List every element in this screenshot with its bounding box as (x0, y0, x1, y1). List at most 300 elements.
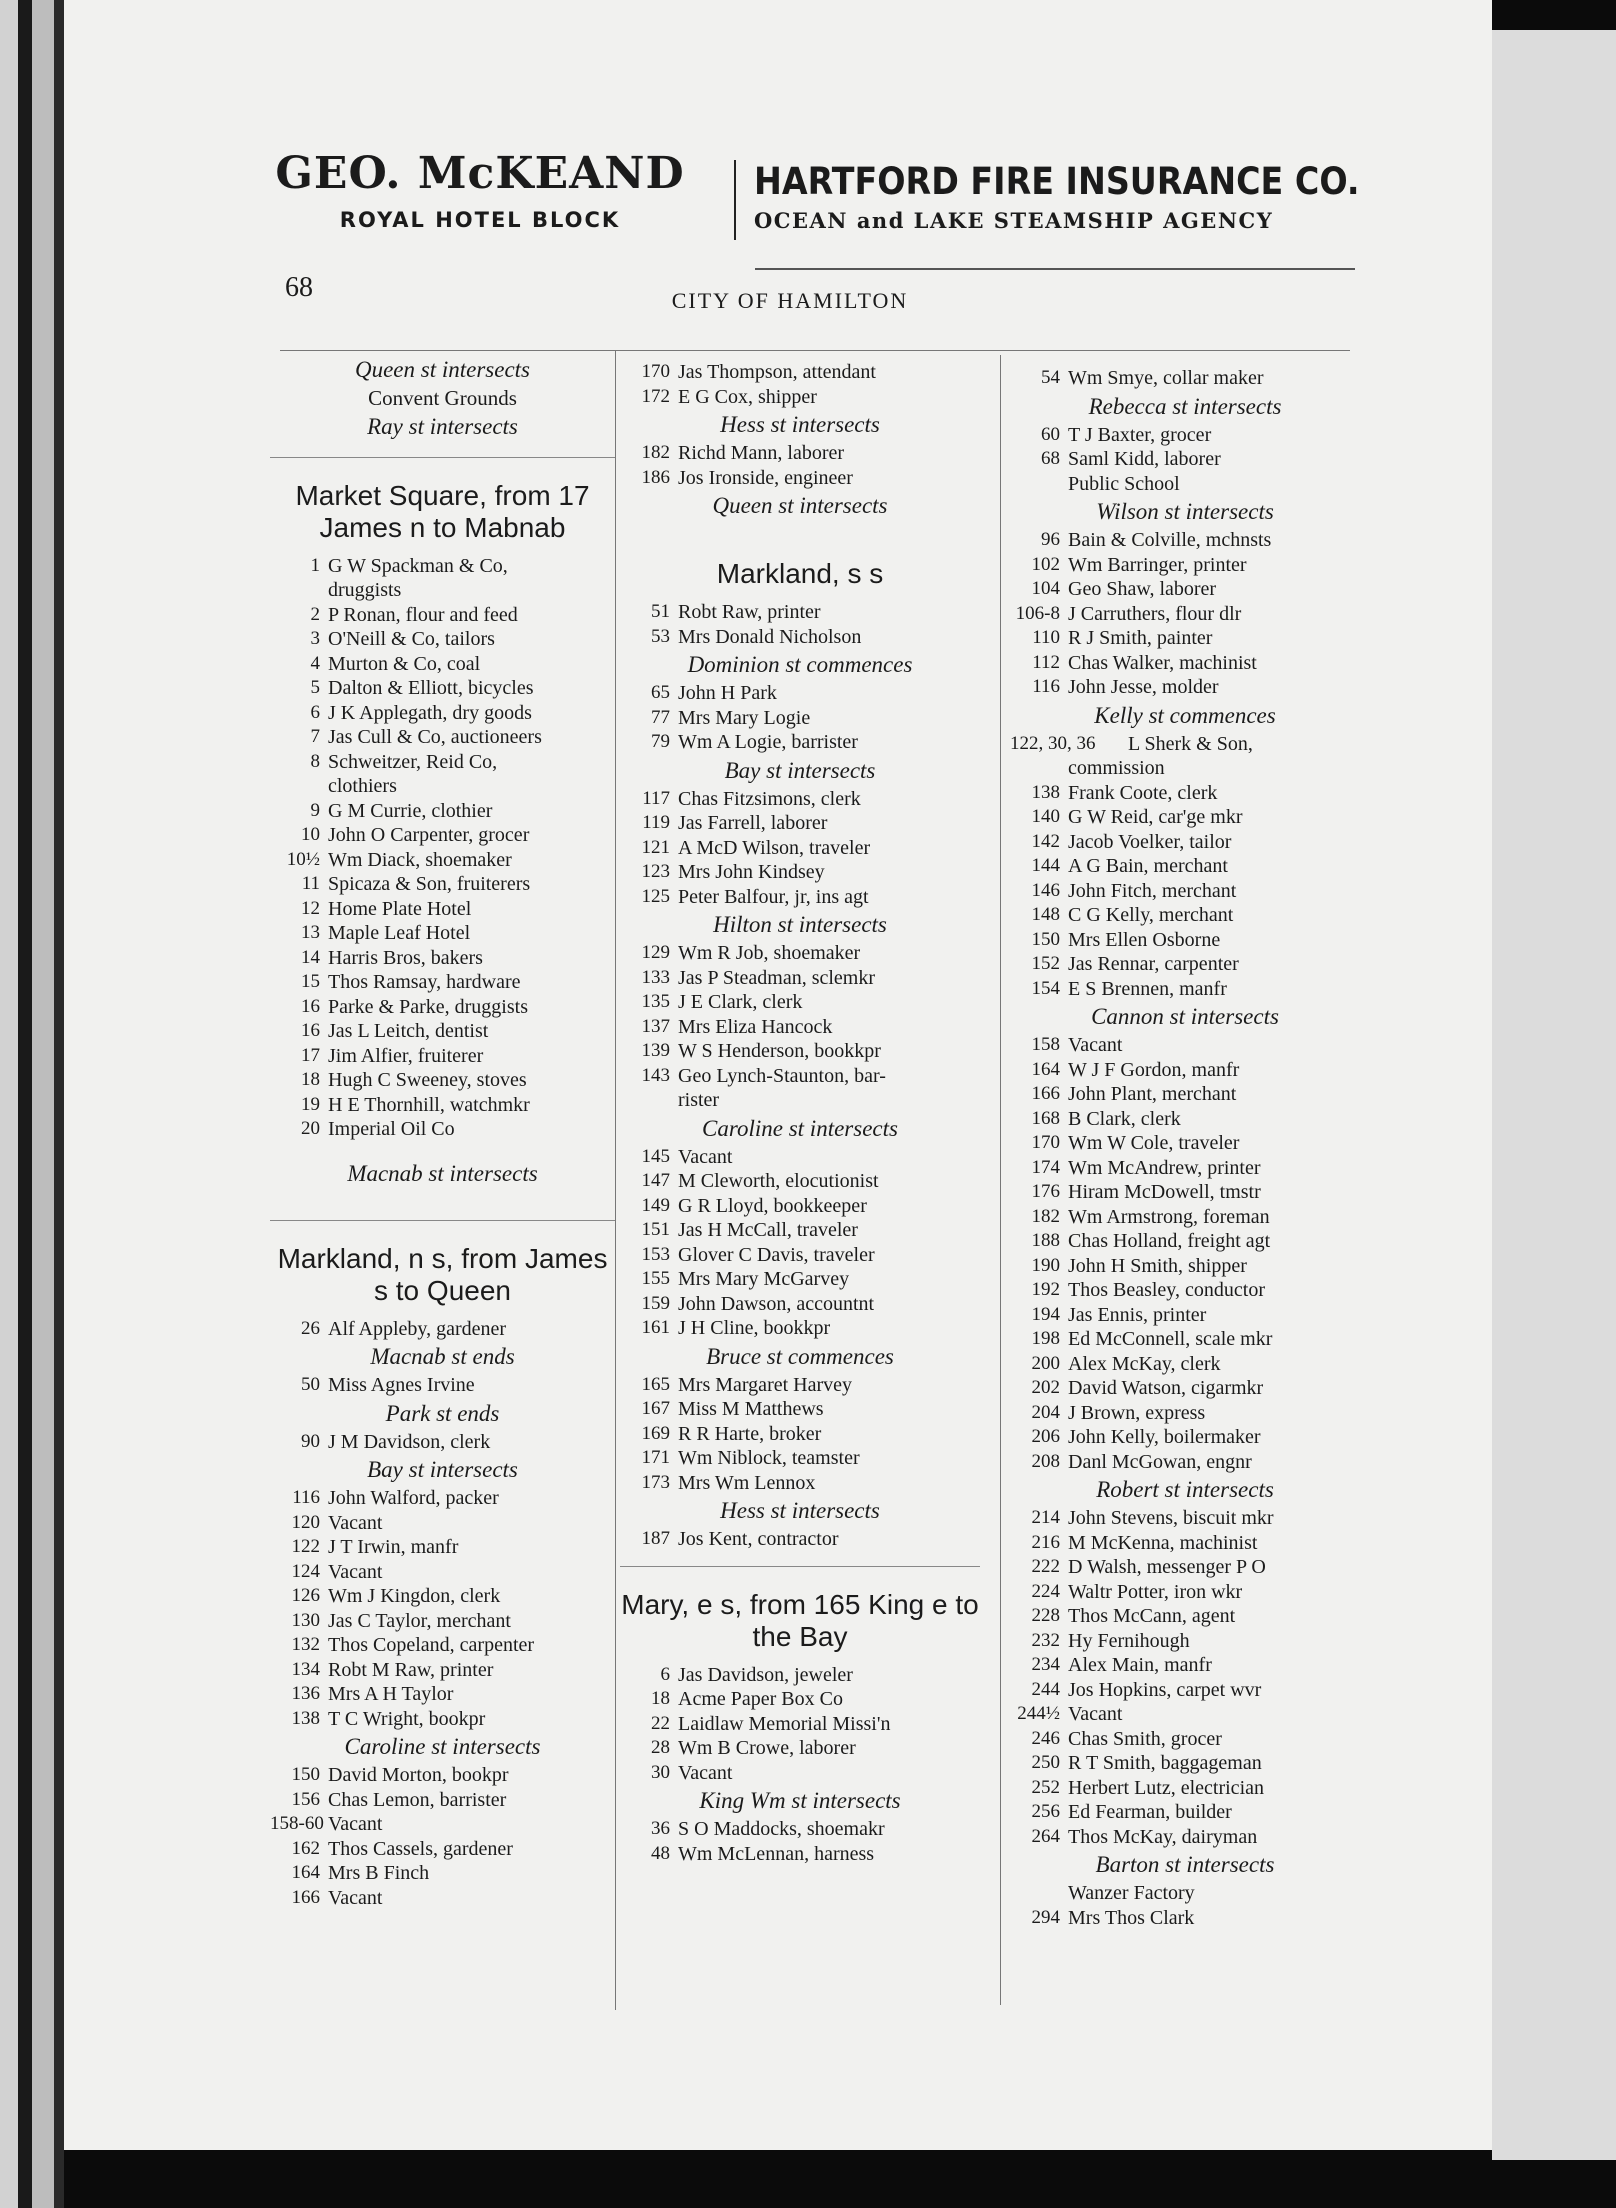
house-number: 168 (1031, 1107, 1060, 1129)
listing-row (1010, 1229, 1360, 1254)
house-number: 50 (301, 1374, 320, 1395)
listing-name: Waltr Potter, iron wkr (1068, 1580, 1243, 1603)
street-note: Park st ends (385, 1400, 500, 1426)
house-number: 153 (641, 1243, 670, 1265)
house-number: 232 (1031, 1629, 1060, 1651)
listing-row (1010, 1131, 1360, 1156)
house-number: 90 (301, 1430, 320, 1452)
listing-name: Mrs Eliza Hancock (678, 1015, 833, 1038)
listing-name: Jas C Taylor, merchant (328, 1609, 511, 1632)
listing-name: Robt Raw, printer (678, 601, 821, 623)
listing-name: Hiram McDowell, tmstr (1068, 1181, 1261, 1203)
house-number: 190 (1031, 1254, 1060, 1276)
listing-name: Frank Coote, clerk (1068, 781, 1218, 804)
listing-name: John O Carpenter, grocer (328, 824, 530, 846)
street-note: Macnab st ends (370, 1344, 515, 1369)
house-number: 143 (641, 1064, 670, 1086)
listing-name: Mrs Mary McGarvey (678, 1268, 850, 1290)
house-number: 198 (1031, 1328, 1060, 1349)
listing-name: Home Plate Hotel (328, 897, 472, 920)
house-number: 158-60 (270, 1813, 324, 1834)
street-note: Dominion st commences (687, 652, 913, 677)
listing-name: Miss Agnes Irvine (328, 1374, 475, 1396)
listing-row (270, 823, 615, 848)
listing-row (1010, 854, 1360, 879)
listing-row (270, 1584, 615, 1609)
house-number: 17 (301, 1044, 320, 1066)
column-1 (270, 354, 615, 1910)
listing-row (1010, 447, 1360, 472)
listing-name: G W Spackman & Co, (328, 554, 508, 577)
street-note: Cannon st intersects (1091, 1004, 1279, 1029)
house-number: 159 (641, 1292, 670, 1314)
house-number: 169 (641, 1422, 670, 1444)
house-number: 121 (641, 836, 670, 858)
house-number: 158 (1031, 1034, 1060, 1055)
house-number: 194 (1031, 1303, 1060, 1325)
listing-name: Alex McKay, clerk (1068, 1352, 1221, 1375)
listing-name: Chas Smith, grocer (1068, 1727, 1222, 1750)
street-note: King Wm st intersects (699, 1788, 901, 1813)
house-number: 133 (641, 966, 670, 988)
listing-name: Glover C Davis, traveler (678, 1243, 875, 1266)
listing-name: Jas Rennar, carpenter (1068, 953, 1239, 975)
listing-row (1010, 1825, 1360, 1850)
listing-name: Thos Beasley, conductor (1068, 1279, 1265, 1301)
listing-continuation: clothiers (328, 775, 397, 797)
listing-name: J H Cline, bookkpr (678, 1317, 831, 1339)
listing-name: J M Davidson, clerk (328, 1430, 491, 1453)
listing-row (620, 1194, 980, 1219)
listing-row (1010, 1401, 1360, 1426)
house-number: 164 (1031, 1058, 1060, 1080)
house-number: 244 (1031, 1678, 1060, 1700)
listing-row (270, 1837, 615, 1862)
listing-name: A G Bain, merchant (1068, 855, 1228, 877)
listing-row (1010, 651, 1360, 676)
street-note: Bruce st commences (706, 1343, 894, 1369)
listing-row (270, 848, 615, 873)
listing-name: R J Smith, painter (1068, 627, 1213, 649)
listing-row (1010, 1751, 1360, 1776)
listing-name: Wm Barringer, printer (1068, 553, 1247, 576)
house-number: 161 (641, 1317, 670, 1338)
listing-row (620, 1687, 980, 1712)
page-edge-strip (18, 0, 32, 2208)
header-rule (280, 350, 1350, 351)
listing-row (620, 966, 980, 991)
house-number: 204 (1031, 1401, 1060, 1423)
wellington-list (1010, 366, 1360, 1930)
house-number: 16 (301, 1020, 320, 1041)
house-number: 104 (1031, 578, 1060, 599)
house-number: 182 (1031, 1205, 1060, 1227)
house-number: 250 (1031, 1752, 1060, 1773)
listing-row (270, 652, 615, 677)
house-number: 60 (1041, 423, 1060, 445)
house-number: 8 (310, 750, 320, 772)
house-number: 138 (1031, 781, 1060, 803)
street-note: Rebecca st intersects (1088, 393, 1282, 419)
listing-row (620, 787, 980, 812)
house-number: 167 (641, 1398, 670, 1419)
house-number: 192 (1031, 1279, 1060, 1300)
advert-divider (734, 160, 736, 240)
house-number: 68 (1041, 448, 1060, 469)
listing-row (270, 1682, 615, 1707)
listing-row (620, 1064, 980, 1089)
advert-right-subtitle: OCEAN and LAKE STEAMSHIP AGENCY (754, 208, 1274, 233)
listing-text: Convent Grounds (368, 386, 517, 410)
page-number: 68 (285, 272, 313, 303)
listing-row (1010, 1653, 1360, 1678)
listing-name: Ed Fearman, builder (1068, 1801, 1232, 1823)
street-heading: Markland, n s, from James s to Queen (277, 1242, 608, 1306)
column-rule (1000, 355, 1001, 2005)
street-note: Bay st intersects (367, 1457, 518, 1482)
listing-row (1010, 366, 1360, 391)
listing-row (270, 603, 615, 628)
house-number: 200 (1031, 1352, 1060, 1374)
listing-name: E S Brennen, manfr (1068, 977, 1227, 1000)
house-number: 222 (1031, 1556, 1060, 1577)
house-number: 48 (651, 1842, 670, 1864)
listing-name: Dalton & Elliott, bicycles (328, 677, 534, 699)
listing-row (1010, 602, 1360, 627)
listing-name: W J F Gordon, manfr (1068, 1058, 1240, 1081)
listing-row (1010, 1205, 1360, 1230)
listing-row (270, 1019, 615, 1044)
listing-name: Vacant (328, 1813, 383, 1835)
listing-row (620, 1446, 980, 1471)
listing-row (270, 1812, 615, 1837)
listing-row (1010, 1180, 1360, 1205)
listing-row (620, 990, 980, 1015)
house-number: 256 (1031, 1801, 1060, 1822)
listing-name: Jim Alfier, fruiterer (328, 1044, 484, 1067)
listing-row (270, 1117, 615, 1142)
listing-name: M Cleworth, elocutionist (678, 1170, 879, 1192)
house-number: 130 (291, 1609, 320, 1631)
market-square-list (270, 554, 615, 1142)
listing-continuation: commission (1068, 757, 1165, 779)
listing-name: Hugh C Sweeney, stoves (328, 1069, 527, 1091)
mary-es-list (620, 1663, 980, 1867)
listing-row (1010, 1506, 1360, 1531)
listing-name: T C Wright, bookpr (328, 1707, 486, 1730)
house-number: 79 (651, 731, 670, 752)
house-number: 30 (651, 1761, 670, 1783)
listing-name: Chas Fitzsimons, clerk (678, 787, 861, 810)
house-number: 252 (1031, 1776, 1060, 1798)
house-number: 140 (1031, 806, 1060, 827)
listing-name: Wm Smye, collar maker (1068, 367, 1264, 389)
listing-name: Thos Copeland, carpenter (328, 1634, 535, 1656)
listing-row (270, 725, 615, 750)
listing-row (620, 600, 980, 625)
listing-row (620, 706, 980, 731)
listing-row (1010, 1082, 1360, 1107)
listing-continuation: Public School (1068, 472, 1180, 495)
listing-name: Laidlaw Memorial Missi'n (678, 1712, 891, 1735)
street-note: Bay st intersects (724, 757, 876, 783)
listing-name: Mrs Ellen Osborne (1068, 928, 1221, 951)
running-title: CITY OF HAMILTON (671, 288, 909, 313)
listing-row (1010, 781, 1360, 806)
house-number: 150 (291, 1764, 320, 1785)
listing-name: Wm B Crowe, laborer (678, 1737, 856, 1759)
house-number: 264 (1031, 1825, 1060, 1847)
listing-row (620, 730, 980, 755)
listing-row (270, 946, 615, 971)
listing-name: Thos McCann, agent (1068, 1605, 1236, 1627)
listing-row (1010, 528, 1360, 553)
advert-rule (755, 268, 1355, 270)
advert-left-subtitle: ROYAL HOTEL BLOCK (339, 208, 621, 232)
page-edge-strip (54, 0, 64, 2208)
house-number: 206 (1031, 1426, 1060, 1447)
listing-row (620, 811, 980, 836)
listing-name: Jas Farrell, laborer (678, 812, 828, 834)
listing-name: Robt M Raw, printer (328, 1658, 494, 1681)
listing-name: John Fitch, merchant (1068, 879, 1237, 902)
listing-name: Jas H McCall, traveler (678, 1219, 858, 1241)
house-number: 22 (651, 1712, 670, 1734)
listing-name: John Plant, merchant (1068, 1083, 1237, 1105)
listing-row (1010, 952, 1360, 977)
street-note: Caroline st intersects (344, 1734, 541, 1759)
section-rule (270, 1220, 615, 1225)
listing-name: Vacant (328, 1886, 383, 1909)
house-number: 102 (1031, 553, 1060, 575)
listing-name: A McD Wilson, traveler (678, 836, 871, 859)
house-number: 244½ (1017, 1703, 1060, 1724)
house-number: 224 (1031, 1580, 1060, 1602)
listing-row (1010, 577, 1360, 602)
listing-row (1010, 675, 1360, 700)
listing-name: Wm J Kingdon, clerk (328, 1585, 501, 1607)
listing-name: John Dawson, accountnt (678, 1292, 875, 1315)
listing-name: Imperial Oil Co (328, 1118, 455, 1140)
listing-row (620, 1397, 980, 1422)
house-number: 28 (651, 1737, 670, 1758)
listing-row (620, 1292, 980, 1317)
house-number: 170 (641, 361, 670, 382)
house-number: 132 (291, 1634, 320, 1655)
house-number: 126 (291, 1585, 320, 1606)
listing-name: Vacant (678, 1761, 733, 1784)
listing-name: L Sherk & Son, (1128, 732, 1253, 755)
house-number: 110 (1032, 627, 1060, 648)
listing-continuation: rister (678, 1089, 720, 1111)
listing-name: Jos Ironside, engineer (678, 466, 853, 489)
listing-name: P Ronan, flour and feed (328, 603, 518, 626)
house-number: 150 (1031, 928, 1060, 950)
house-number: 170 (1031, 1132, 1060, 1153)
house-number: 15 (301, 971, 320, 992)
listing-name: Bain & Colville, mchnsts (1068, 529, 1272, 551)
listing-row (620, 1267, 980, 1292)
listing-name: Wm R Job, shoemaker (678, 942, 861, 964)
listing-row (1010, 553, 1360, 578)
listing-name: T J Baxter, grocer (1068, 423, 1212, 446)
listing-name: Mrs John Kindsey (678, 861, 825, 883)
listing-name: Mrs B Finch (328, 1862, 430, 1884)
listing-name: Jacob Voelker, tailor (1068, 830, 1232, 853)
listing-name: R R Harte, broker (678, 1422, 822, 1445)
street-note: Caroline st intersects (702, 1115, 898, 1141)
listing-row (1010, 1058, 1360, 1083)
house-number: 20 (301, 1118, 320, 1139)
house-number: 10½ (286, 848, 320, 870)
hess-queen-list (620, 360, 980, 522)
house-number: 6 (660, 1663, 670, 1685)
listing-name: Geo Lynch-Staunton, bar- (678, 1064, 886, 1087)
listing-name: Wm Armstrong, foreman (1068, 1205, 1270, 1228)
listing-row (270, 872, 615, 897)
listing-name: John Stevens, biscuit mkr (1068, 1507, 1274, 1529)
house-number: 53 (651, 625, 670, 647)
house-number: 14 (301, 946, 320, 968)
house-number: 125 (641, 885, 670, 907)
listing-name: Geo Shaw, laborer (1068, 578, 1217, 600)
listing-row (620, 1316, 980, 1341)
listing-row (1010, 1376, 1360, 1401)
listing-name: Alex Main, manfr (1068, 1654, 1212, 1676)
listing-name: Vacant (1068, 1703, 1123, 1725)
listing-row (1010, 1727, 1360, 1752)
listing-row (620, 441, 980, 466)
listing-name: Mrs Wm Lennox (678, 1471, 816, 1494)
listing-name: Mrs Margaret Harvey (678, 1373, 853, 1396)
listing-row (1010, 1107, 1360, 1132)
listing-row (270, 554, 615, 579)
listing-row (1010, 1425, 1360, 1450)
listing-row (620, 466, 980, 491)
house-number: 5 (310, 677, 320, 698)
house-number: 165 (641, 1373, 670, 1395)
listing-name: G W Reid, car'ge mkr (1068, 806, 1243, 828)
house-number: 138 (291, 1707, 320, 1729)
page-edge-strip (0, 0, 18, 2208)
listing-row (1010, 1776, 1360, 1801)
house-number: 6 (310, 701, 320, 723)
column-rule (615, 350, 616, 2010)
listing-row (1010, 1906, 1360, 1931)
house-number: 26 (301, 1317, 320, 1339)
listing-name: Spicaza & Son, fruiterers (328, 873, 531, 895)
listing-row (1010, 732, 1360, 757)
listing-name: B Clark, clerk (1068, 1107, 1181, 1130)
listing-row (270, 1763, 615, 1788)
listing-name: Chas Walker, machinist (1068, 651, 1257, 674)
listing-name: Herbert Lutz, electrician (1068, 1776, 1264, 1799)
listing-row (1010, 1303, 1360, 1328)
listing-row (270, 799, 615, 824)
listing-row (270, 1633, 615, 1658)
listing-name: Jas Cull & Co, auctioneers (328, 726, 542, 748)
column-2 (620, 360, 980, 1866)
listing-name: Thos McKay, dairyman (1068, 1825, 1258, 1848)
listing-row (620, 1169, 980, 1194)
listing-name: Chas Lemon, barrister (328, 1788, 507, 1811)
listing-name: Danl McGowan, engnr (1068, 1450, 1252, 1473)
listing-name: M McKenna, machinist (1068, 1531, 1258, 1554)
house-number: 1 (310, 554, 320, 576)
house-number: 123 (641, 861, 670, 882)
listing-row (270, 701, 615, 726)
listing-name: David Watson, cigarmkr (1068, 1377, 1264, 1399)
house-number: 122 (291, 1536, 320, 1557)
house-number: 151 (641, 1219, 670, 1240)
house-number: 214 (1031, 1507, 1060, 1528)
markland-ss-list (620, 600, 980, 1552)
house-number: 154 (1031, 977, 1060, 999)
house-number: 129 (641, 942, 670, 963)
house-number: 234 (1031, 1654, 1060, 1675)
listing-row (620, 1663, 980, 1688)
listing-row (270, 1658, 615, 1683)
listing-name: Mrs Thos Clark (1068, 1906, 1195, 1929)
house-number: 116 (1032, 676, 1060, 697)
house-number: 137 (641, 1015, 670, 1037)
listing-row (1010, 1678, 1360, 1703)
listing-row (1010, 626, 1360, 651)
listing-name: Wm McAndrew, printer (1068, 1156, 1261, 1179)
house-number: 117 (642, 787, 670, 809)
listing-row (270, 1861, 615, 1886)
listing-row (1010, 1800, 1360, 1825)
listing-name: Thos Ramsay, hardware (328, 971, 521, 993)
house-number: 147 (641, 1170, 670, 1191)
house-number: 3 (310, 628, 320, 649)
listing-name: Wm W Cole, traveler (1068, 1132, 1240, 1154)
house-number: 176 (1031, 1181, 1060, 1202)
street-note: Queen st intersects (354, 357, 530, 382)
listing-row (270, 1560, 615, 1585)
house-number: 172 (641, 385, 670, 407)
section-rule (620, 1566, 980, 1571)
house-number: 9 (310, 799, 320, 821)
listing-row (1010, 977, 1360, 1002)
advert-right (754, 160, 1364, 233)
listing-row (620, 1243, 980, 1268)
listing-name: Mrs A H Taylor (328, 1683, 454, 1705)
listing-row (1010, 879, 1360, 904)
listing-row (1010, 1531, 1360, 1556)
listing-row (1010, 1327, 1360, 1352)
listing-name: John Jesse, molder (1068, 676, 1219, 698)
listing-row (1010, 1580, 1360, 1605)
listing-row (620, 1817, 980, 1842)
listing-name: Hy Fernihough (1068, 1629, 1190, 1652)
listing-name: Harris Bros, bakers (328, 946, 483, 969)
listing-row (270, 1093, 615, 1118)
house-number: 120 (291, 1511, 320, 1533)
house-number: 124 (291, 1560, 320, 1582)
listing-row (620, 1422, 980, 1447)
listing-row (270, 1535, 615, 1560)
house-number: 188 (1031, 1230, 1060, 1251)
listing-name: O'Neill & Co, tailors (328, 628, 495, 650)
listing-name: J Carruthers, flour dlr (1068, 602, 1242, 625)
listing-row (270, 750, 615, 775)
street-note: Barton st intersects (1095, 1852, 1275, 1877)
listing-row (1010, 1156, 1360, 1181)
street-note: Macnab st intersects (347, 1160, 538, 1186)
listing-name: John H Park (678, 682, 777, 704)
house-number: 142 (1031, 830, 1060, 852)
